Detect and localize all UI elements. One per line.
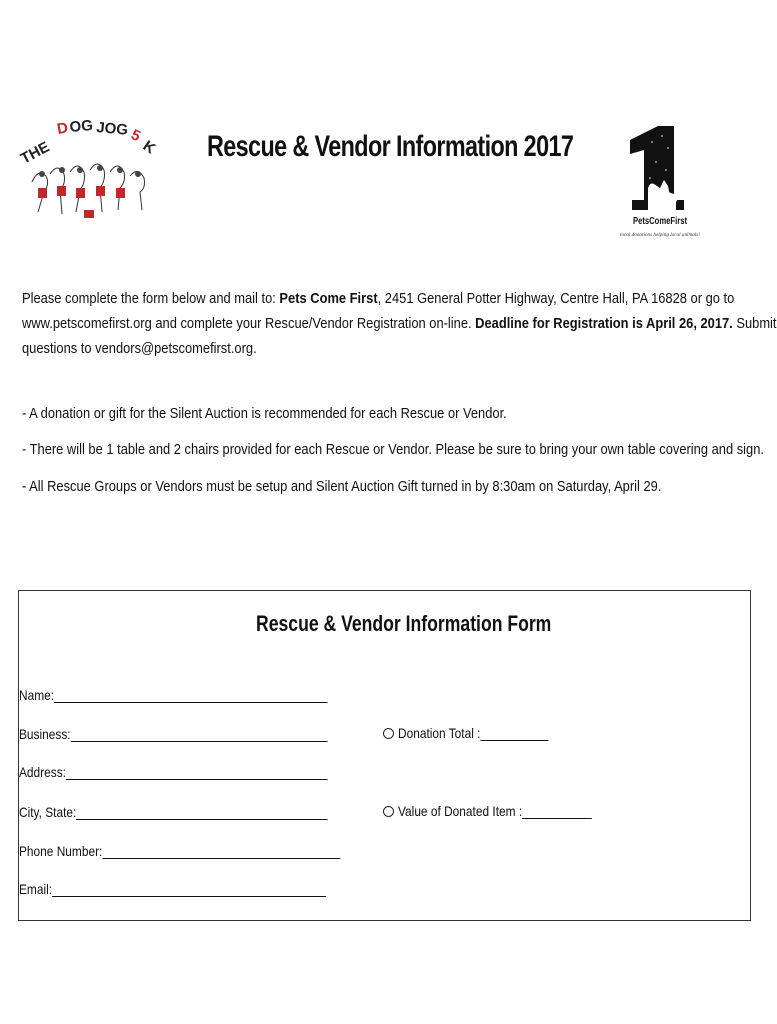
phone-label: Phone Number:: [19, 843, 103, 859]
intro-text-4: Submit: [732, 315, 777, 332]
name-label: Name:: [19, 687, 55, 703]
donated-item-option[interactable]: [383, 803, 626, 819]
email-input-line[interactable]: [52, 882, 326, 897]
intro-text-2: , 2451 General Potter Highway, Centre Hall, PA 16828 or go to: [377, 290, 735, 307]
email-label: Email:: [19, 881, 53, 897]
address-label: Address:: [19, 764, 66, 780]
intro-paragraph: [22, 286, 777, 361]
note-table-chairs: - There will be 1 table and 2 chairs provided for each Rescue or Vendor. Please be sure to bring your own table covering and sign.: [22, 441, 764, 458]
donated-item-label: Value of Donated Item :: [398, 803, 523, 819]
svg-text:5: 5: [128, 126, 144, 146]
business-label: Business:: [19, 726, 71, 742]
donated-item-input-line[interactable]: [522, 804, 592, 819]
pets-come-first-logo: [610, 122, 710, 244]
intro-text-1: Please complete the form below and mail to:: [22, 290, 280, 307]
donated-item-radio[interactable]: [383, 806, 394, 817]
name-input-line[interactable]: [54, 688, 328, 703]
note-setup-time: - All Rescue Groups or Vendors must be setup and Silent Auction Gift turned in by 8:30am on Saturday, April 29.: [22, 478, 662, 495]
svg-text:THE: THE: [17, 138, 53, 168]
donation-total-label: Donation Total :: [398, 725, 481, 741]
email-field[interactable]: [19, 881, 326, 897]
city-state-field[interactable]: [19, 804, 328, 820]
pcf-tagline-text: local donations helping local animals!: [620, 233, 701, 238]
city-state-input-line[interactable]: [76, 805, 328, 820]
svg-text:OG: OG: [68, 117, 94, 136]
form-title: Rescue & Vendor Information Form: [256, 611, 552, 636]
business-field[interactable]: [19, 726, 327, 742]
address-field[interactable]: [19, 764, 328, 780]
intro-text-5: questions to vendors@petscomefirst.org.: [22, 340, 257, 357]
svg-text:JOG: JOG: [95, 119, 129, 139]
vendor-form: [18, 590, 751, 921]
note-silent-auction: - A donation or gift for the Silent Auction is recommended for each Rescue or Vendor.: [22, 405, 507, 422]
donation-total-radio[interactable]: [383, 728, 394, 739]
intro-text-3: www.petscomefirst.org and complete your Rescue/Vendor Registration on-line.: [22, 315, 476, 332]
donation-total-option[interactable]: [383, 725, 575, 741]
phone-field[interactable]: [19, 843, 340, 859]
deadline-text: Deadline for Registration is April 26, 2017.: [475, 315, 733, 332]
business-input-line[interactable]: [71, 727, 328, 742]
donation-total-input-line[interactable]: [480, 726, 548, 741]
phone-input-line[interactable]: [102, 844, 340, 859]
svg-text:D: D: [55, 119, 70, 138]
pcf-name-text: PetsComeFirst: [633, 216, 688, 227]
page-title: Rescue & Vendor Information 2017: [207, 130, 574, 163]
dog-jog-5k-logo: [18, 112, 166, 232]
org-name: Pets Come First: [279, 290, 378, 307]
address-input-line[interactable]: [66, 765, 328, 780]
name-field[interactable]: [19, 687, 328, 703]
city-state-label: City, State:: [19, 804, 77, 820]
svg-text:K: K: [139, 137, 159, 158]
